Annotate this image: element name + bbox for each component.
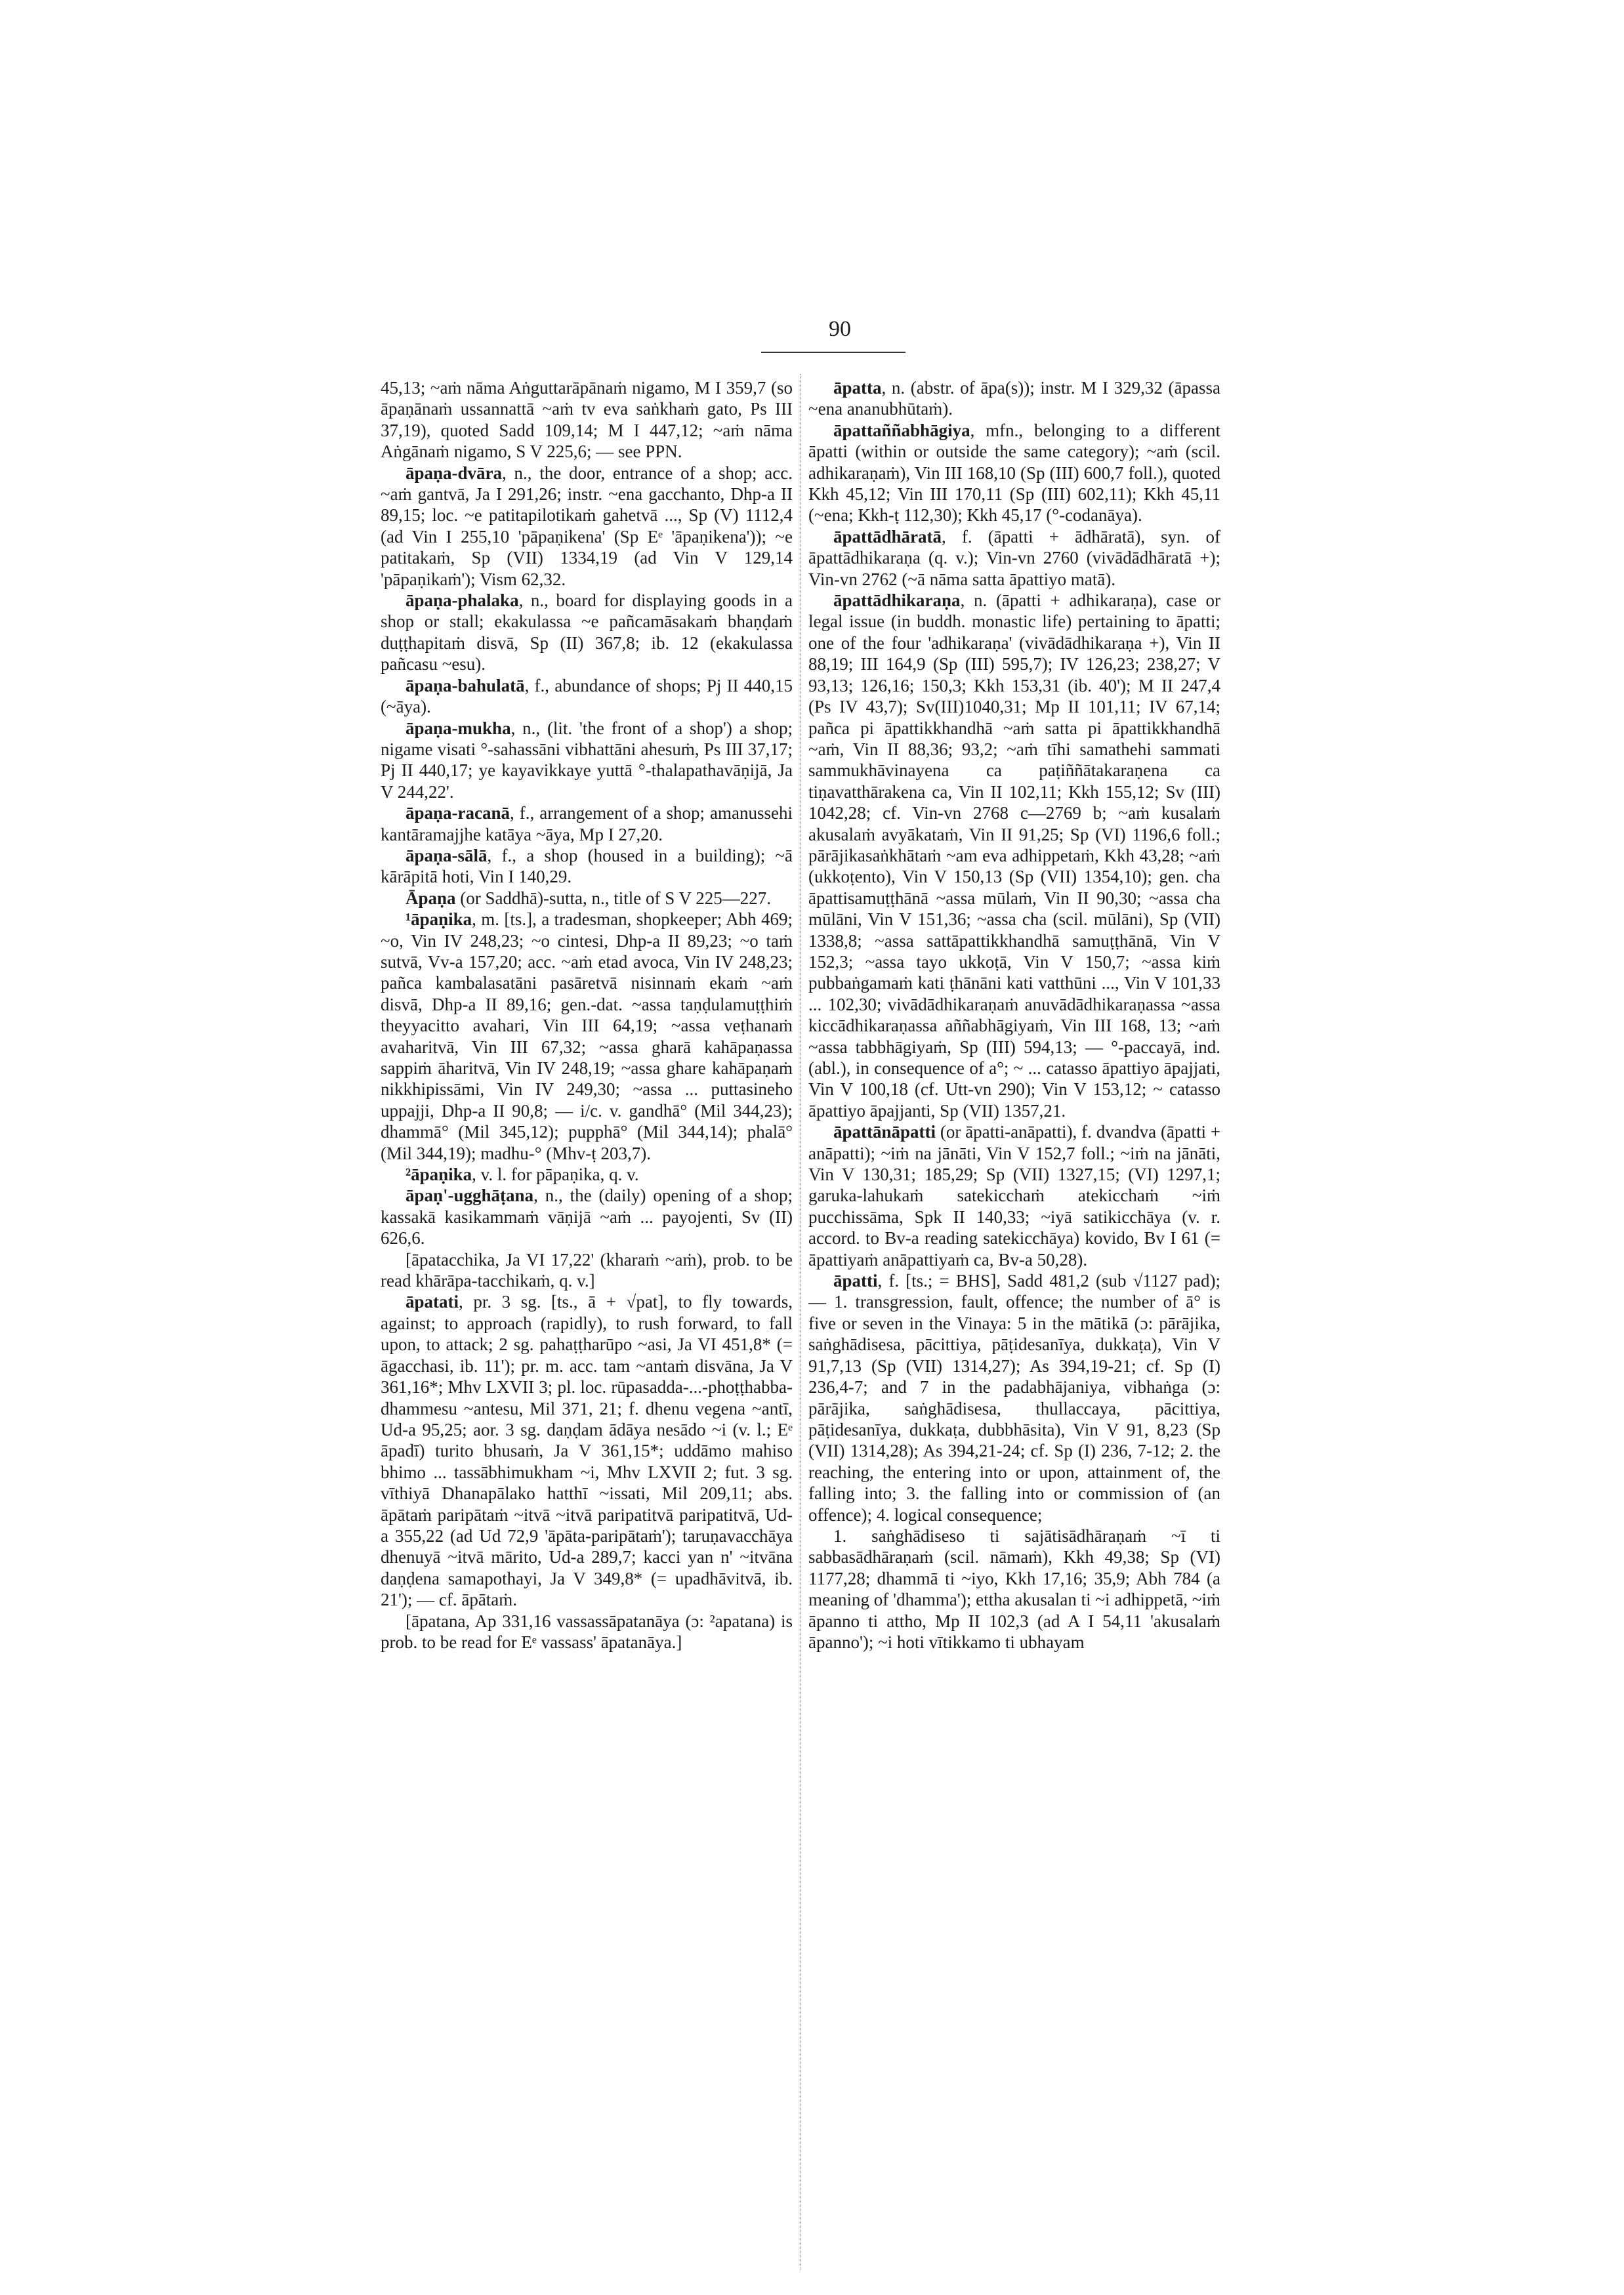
dictionary-entry — [381, 1291, 793, 1610]
entry-text: [āpatacchika, Ja VI 17,22' (kharaṁ ~aṁ), prob. to be read khārāpa-tacchikaṁ, q. v.] — [381, 1249, 793, 1291]
dictionary-entry — [808, 1525, 1220, 1653]
entry-text: (or āpatti-anāpatti), f. dvandva (āpatti + anāpatti); ~iṁ na jānāti, Vin V 152,7 foll.; ~iṁ na jānāti, Vin V 130,31; 185,29; Sp (VII) 1327,15; (VI) 1297,1; garuka-lahukaṁ satekicchaṁ atekicchaṁ ~iṁ pucchissāma, Spk II 140,33; ~iyā satikicchāya (v. r. accord. to Bv-a reading satekicchāya) kovido, Bv I 61 (= āpattiyaṁ anāpattiyaṁ ca, Bv-a 50,28). — [808, 1122, 1220, 1270]
dictionary-entry — [381, 463, 793, 590]
dictionary-entry — [381, 1611, 793, 1653]
entry-text: , f., abundance of shops; Pj II 440,15 (~āya). — [381, 675, 793, 717]
entry-headword: āpattādhikaraṇa — [833, 590, 961, 611]
entry-text: , n. (abstr. of āpa(s)); instr. M I 329,32 (āpassa ~ena ananubhūtaṁ). — [808, 378, 1220, 419]
entry-headword: āpattādhāratā — [833, 526, 942, 547]
entry-text: , n. (āpatti + adhikaraṇa), case or legal issue (in buddh. monastic life) pertaining to āpatti; one of the four 'adhikaraṇa' (vivādādhikaraṇa +), Vin II 88,19; III 164,9 (Sp (III) 595,7); IV 126,23; 238,27; V 93,13; 126,16; 150,3; Kkh 153,31 (ib. 40'); M II 247,4 (Ps IV 43,7); Sv(III)1040,31; Mp II 101,11; IV 67,14; pañca pi āpattikkhandhā ~aṁ satta pi āpattikkhandhā ~aṁ, Vin II 88,36; 93,2; ~aṁ tīhi samathehi sammati sammukhāvinayena ca paṭiññātakaraṇena ca tiṇavatthārakena ca, Vin II 102,11; Kkh 155,12; Sv (III) 1042,28; cf. Vin-vn 2768 c—2769 b; ~aṁ kusalaṁ akusalaṁ avyākataṁ, Vin II 91,25; Sp (VI) 1196,6 foll.; pārājikasaṅkhātaṁ ~am eva adhippetaṁ, Kkh 43,28; ~aṁ (ukkoṭento), Vin V 150,13 (Sp (VII) 1354,10); gen. cha āpattisamuṭṭhānā ~assa mūlaṁ, Vin II 90,30; ~assa cha mūlāni, Vin V 151,36; ~assa cha (scil. mūlāni), Sp (VII) 1338,8; ~assa sattāpattikkhandhā samuṭṭhānā, Vin V 152,3; ~assa tayo ukkoṭā, Vin V 150,7; ~assa kiṁ pubbaṅgamaṁ kati ṭhānāni kati vatthūni ..., Vin V 101,33 ... 102,30; vivādādhikaraṇaṁ anuvādādhikaraṇassa ~assa kiccādhikaraṇassa aññabhāgiyaṁ, Vin III 168, 13; ~aṁ ~assa tabbhāgiyaṁ, Sp (III) 594,13; — °-paccayā, ind. (abl.), in consequence of a°; ~ ... catasso āpattiyo āpajjati, Vin V 100,18 (cf. Utt-vn 290); Vin V 153,12; ~ catasso āpattiyo āpajjanti, Sp (VII) 1357,21. — [808, 590, 1220, 1121]
right-column — [808, 377, 1220, 2267]
entry-text: , pr. 3 sg. [ts., ā + √pat], to fly towards, against; to approach (rapidly), to rush forward, to fall upon, to attack; 2 sg. pahaṭṭharūpo ~asi, Ja VI 451,8* (= āgacchasi, ib. 11'); pr. m. acc. tam ~antaṁ disvāna, Ja V 361,16*; Mhv LXVII 3; pl. loc. rūpasadda-...-phoṭṭhabba-dhammesu ~antesu, Mil 371, 21; f. dhenu vegena ~antī, Ud-a 95,25; aor. 3 sg. daṇḍam ādāya nesādo ~i (v. l.; Eᵉ āpadī) turito bhusaṁ, Ja V 361,15*; uddāmo mahiso bhimo ... tassābhimukham ~i, Mhv LXVII 2; fut. 3 sg. vīthiyā Dhanapālako hatthī ~issati, Mil 209,11; abs. āpātaṁ paripātaṁ ~itvā ~itvā paripatitvā paripatitvā, Ud-a 355,22 (ad Ud 72,9 'āpāta-paripātaṁ'); taruṇavacchāya dhenuyā ~itvā mārito, Ud-a 289,7; kacci yan n' ~itvāna daṇḍena samapothayi, Ja V 349,8* (= upadhāvitvā, ib. 21'); — cf. āpātaṁ. — [381, 1292, 793, 1610]
entry-continuation — [381, 377, 793, 463]
dictionary-entry — [808, 590, 1220, 1121]
dictionary-entry — [381, 718, 793, 803]
dictionary-entry — [381, 909, 793, 1164]
entry-text: , n., (lit. 'the front of a shop') a shop; nigame visati °-sahassāni vibhattāni ahesuṁ, Ps III 37,17; Pj II 440,17; ye kayavikkaye yuttā °-thalapathavāṇijā, Ja V 244,22'. — [381, 718, 793, 802]
entry-headword: āpatati — [406, 1292, 459, 1312]
entry-headword: ²āpaṇika — [406, 1165, 472, 1185]
entry-headword: āpaṇa-phalaka — [406, 590, 519, 611]
entry-text: 45,13; ~aṁ nāma Aṅguttarāpānaṁ nigamo, M I 359,7 (so āpaṇānaṁ ussannattā ~aṁ tv eva saṅkhaṁ gato, Ps III 37,19), quoted Sadd 109,14; M I 447,12; ~aṁ nāma Aṅgānaṁ nigamo, S V 225,6; — see PPN. — [381, 378, 793, 462]
entry-headword: āpaṇa-sālā — [406, 845, 488, 865]
entry-text: , mfn., belonging to a different āpatti (within or outside the same category); ~aṁ (scil. adhikaraṇaṁ), Vin III 168,10 (Sp (III) 600,7 foll.), quoted Kkh 45,12; Vin III 170,11 (Sp (III) 602,11); Kkh 45,11 (~ena; Kkh-ṭ 112,30); Kkh 45,17 (°-codanāya). — [808, 420, 1220, 526]
dictionary-entry — [381, 675, 793, 718]
entry-headword: āpatti — [833, 1271, 878, 1291]
entry-text: , f., a shop (housed in a building); ~ā kārāpitā hoti, Vin I 140,29. — [381, 845, 793, 887]
dictionary-entry — [808, 1121, 1220, 1270]
entry-headword: āpaṇa-dvāra — [406, 463, 503, 483]
entry-headword: āpaṇa-bahulatā — [406, 675, 525, 695]
left-column — [381, 377, 793, 2267]
entry-headword: āpaṇ'-ugghāṭana — [406, 1186, 534, 1206]
dictionary-entry — [381, 1164, 793, 1185]
entry-text: (or Saddhā)-sutta, n., title of S V 225—227. — [455, 888, 771, 908]
entry-text: , n., the (daily) opening of a shop; kassakā kasikammaṁ vāṇijā ~aṁ ... payojenti, Sv (II) 626,6. — [381, 1186, 793, 1249]
entry-headword: āpaṇa-racanā — [406, 803, 510, 823]
dictionary-entry — [381, 1185, 793, 1249]
entry-text: , m. [ts.], a tradesman, shopkeeper; Abh 469; ~o, Vin IV 248,23; ~o cintesi, Dhp-a II 89,23; ~o taṁ sutvā, Vv-a 157,20; acc. ~aṁ etad avoca, Vin IV 248,23; pañca kambalasatāni pasāretvā nisinnaṁ ekaṁ ~aṁ disvā, Dhp-a II 89,16; gen.-dat. ~assa taṇḍulamuṭṭhiṁ theyyacitto avahari, Vin III 64,19; ~assa veṭhanaṁ avaharitvā, Vin III 67,32; ~assa gharā kahāpaṇassa sappiṁ āharitvā, Vin IV 248,19; ~assa ghare kahāpaṇaṁ nikkhipissāmi, Vin IV 249,30; ~assa ... puttasineho uppajji, Dhp-a II 90,8; — i/c. v. gandhā° (Mil 344,23); dhammā° (Mil 345,12); pupphā° (Mil 344,14); phalā° (Mil 344,19); madhu-° (Mhv-ṭ 203,7). — [381, 909, 793, 1163]
entry-headword: Āpaṇa — [406, 888, 456, 908]
dictionary-entry — [808, 526, 1220, 590]
dictionary-entry — [808, 420, 1220, 526]
entry-text: , v. l. for pāpaṇika, q. v. — [472, 1165, 639, 1185]
entry-text: , f. (āpatti + ādhāratā), syn. of āpattādhikaraṇa (q. v.); Vin-vn 2760 (vivādādhāratā +); Vin-vn 2762 (~ā nāma satta āpattiyo matā). — [808, 526, 1220, 589]
entry-text: , f., arrangement of a shop; amanussehi kantāramajjhe katāya ~āya, Mp I 27,20. — [381, 803, 793, 844]
entry-text: , n., board for displaying goods in a shop or stall; ekakulassa ~e pañcamāsakaṁ bhaṇḍaṁ duṭṭhapitaṁ disvā, Sp (II) 367,8; ib. 12 (ekakulassa pañcasu ~esu). — [381, 590, 793, 674]
entry-text: , f. [ts.; = BHS], Sadd 481,2 (sub √1127 pad); — 1. transgression, fault, offence; the number of ā° is five or seven in the Vinaya: 5 in the mātikā (ɔ: pārājika, saṅghādisesa, pācittiya, pāṭidesanīya, dukkaṭa), Vin V 91,7,13 (Sp (VII) 1314,27); As 394,19-21; cf. Sp (I) 236,4-7; and 7 in the padabhājaniya, vibhaṅga (ɔ: pārājika, saṅghādisesa, thullaccaya, pācittiya, pāṭidesanīya, dukkaṭa, dubbhāsita), Vin V 91, 8,23 (Sp (VII) 1314,28); As 394,21-24; cf. Sp (I) 236, 7-12; 2. the reaching, the entering into or upon, attainment of, the falling into; 3. the falling into or commission of (an offence); 4. logical consequence; — [808, 1271, 1220, 1525]
entry-headword: ¹āpaṇika — [406, 909, 472, 930]
entry-text: , n., the door, entrance of a shop; acc. ~aṁ gantvā, Ja I 291,26; instr. ~ena gacchanto, Dhp-a II 89,15; loc. ~e patitapilotikaṁ gahetvā ..., Sp (V) 1112,4 (ad Vin I 255,10 'pāpaṇikena' (Sp Eᵉ 'āpaṇikena')); ~e patitakaṁ, Sp (VII) 1334,19 (ad Vin V 129,14 'pāpaṇikaṁ'); Vism 62,32. — [381, 463, 793, 589]
entry-headword: āpattānāpatti — [833, 1122, 936, 1142]
dictionary-entry — [808, 1270, 1220, 1525]
dictionary-entry — [381, 888, 793, 909]
dictionary-entry — [808, 377, 1220, 420]
dictionary-entry — [381, 845, 793, 888]
dictionary-entry — [381, 590, 793, 675]
dictionary-entry — [381, 1249, 793, 1292]
entry-headword: āpaṇa-mukha — [406, 718, 511, 738]
header-rule — [761, 352, 906, 353]
entry-text: [āpatana, Ap 331,16 vassassāpatanāya (ɔ: ²apatana) is prob. to be read for Eᵉ vassass' āpatanāya.] — [381, 1611, 793, 1652]
dictionary-entry — [381, 802, 793, 845]
entry-headword: āpattaññabhāgiya — [833, 420, 970, 440]
entry-headword: āpatta — [833, 378, 882, 398]
page-number: 90 — [829, 317, 851, 341]
entry-text: 1. saṅghādiseso ti sajātisādhāraṇaṁ ~ī ti sabbasādhāraṇaṁ (scil. nāmaṁ), Kkh 49,38; Sp (VI) 1177,28; dhammā ti ~iyo, Kkh 17,16; 35,9; Abh 784 (a meaning of 'dhamma'); ettha akusalan ti ~i adhippetā, ~iṁ āpanno ti attho, Mp II 102,3 (ad A I 54,11 'akusalaṁ āpanno'); ~i hoti vītikkamo ti ubhayam — [808, 1525, 1220, 1652]
